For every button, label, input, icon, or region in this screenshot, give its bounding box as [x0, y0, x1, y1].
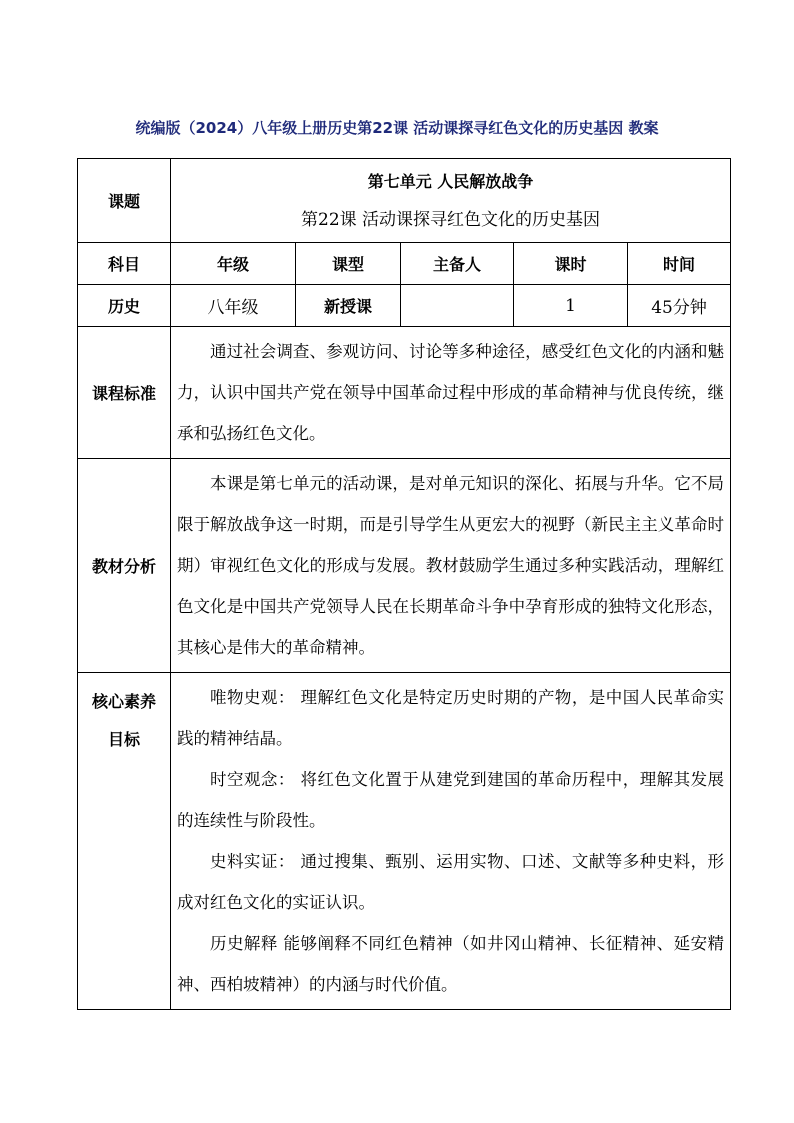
- unit-title: 第七单元 人民解放战争: [367, 171, 534, 191]
- analysis-label: 教材分析: [78, 459, 171, 673]
- lesson-title: 第22课 活动课探寻红色文化的历史基因: [301, 209, 601, 230]
- header-grade: 年级: [171, 243, 296, 285]
- info-header-row: [78, 243, 731, 285]
- topic-cell: [171, 159, 731, 243]
- header-preparer: 主备人: [401, 243, 514, 285]
- header-type: 课型: [296, 243, 401, 285]
- document-title: 统编版（2024）八年级上册历史第22课 活动课探寻红色文化的历史基因 教案: [135, 119, 659, 137]
- analysis-content: [171, 459, 731, 673]
- topic-row: [78, 159, 731, 243]
- topic-label: 课题: [78, 159, 171, 243]
- literacy-content: [171, 673, 731, 1010]
- standard-content: [171, 327, 731, 459]
- value-periods: 1: [514, 285, 628, 327]
- value-preparer: [401, 285, 514, 327]
- literacy-label-line2: 目标: [107, 730, 140, 749]
- value-time: 45分钟: [628, 285, 731, 327]
- literacy-label: [78, 673, 171, 1010]
- analysis-row: [78, 459, 731, 673]
- value-type: 新授课: [296, 285, 401, 327]
- literacy-item: 时空观念： 将红色文化置于从建党到建国的革命历程中，理解其发展的连续性与阶段性。: [177, 770, 725, 830]
- value-grade: 八年级: [171, 285, 296, 327]
- header-subject: 科目: [78, 243, 171, 285]
- literacy-row: [78, 673, 731, 1010]
- header-periods: 课时: [514, 243, 628, 285]
- literacy-item: 历史解释 能够阐释不同红色精神（如井冈山精神、长征精神、延安精神、西柏坡精神）的内涵与时代价值。: [177, 934, 725, 994]
- standard-row: [78, 327, 731, 459]
- value-subject: 历史: [78, 285, 171, 327]
- info-value-row: [78, 285, 731, 327]
- standard-text: 通过社会调查、参观访问、讨论等多种途径，感受红色文化的内涵和魅力，认识中国共产党在领导中国革命过程中形成的革命精神与优良传统，继承和弘扬红色文化。: [177, 342, 725, 443]
- literacy-item: 史料实证： 通过搜集、甄别、运用实物、口述、文献等多种史料，形成对红色文化的实证认识。: [177, 852, 725, 912]
- literacy-label-line1: 核心素养: [91, 692, 156, 711]
- analysis-text: 本课是第七单元的活动课，是对单元知识的深化、拓展与升华。它不局限于解放战争这一时期，而是引导学生从更宏大的视野（新民主主义革命时期）审视红色文化的形成与发展。教材鼓励学生通过多种实践活动，理解红色文化是中国共产党领导人民在长期革命斗争中孕育形成的独特文化形态，其核心是伟大的革命精神。: [177, 474, 725, 657]
- header-time: 时间: [628, 243, 731, 285]
- literacy-item: 唯物史观： 理解红色文化是特定历史时期的产物，是中国人民革命实践的精神结晶。: [177, 688, 725, 748]
- lesson-plan-table: [77, 158, 731, 1010]
- standard-label: 课程标准: [78, 327, 171, 459]
